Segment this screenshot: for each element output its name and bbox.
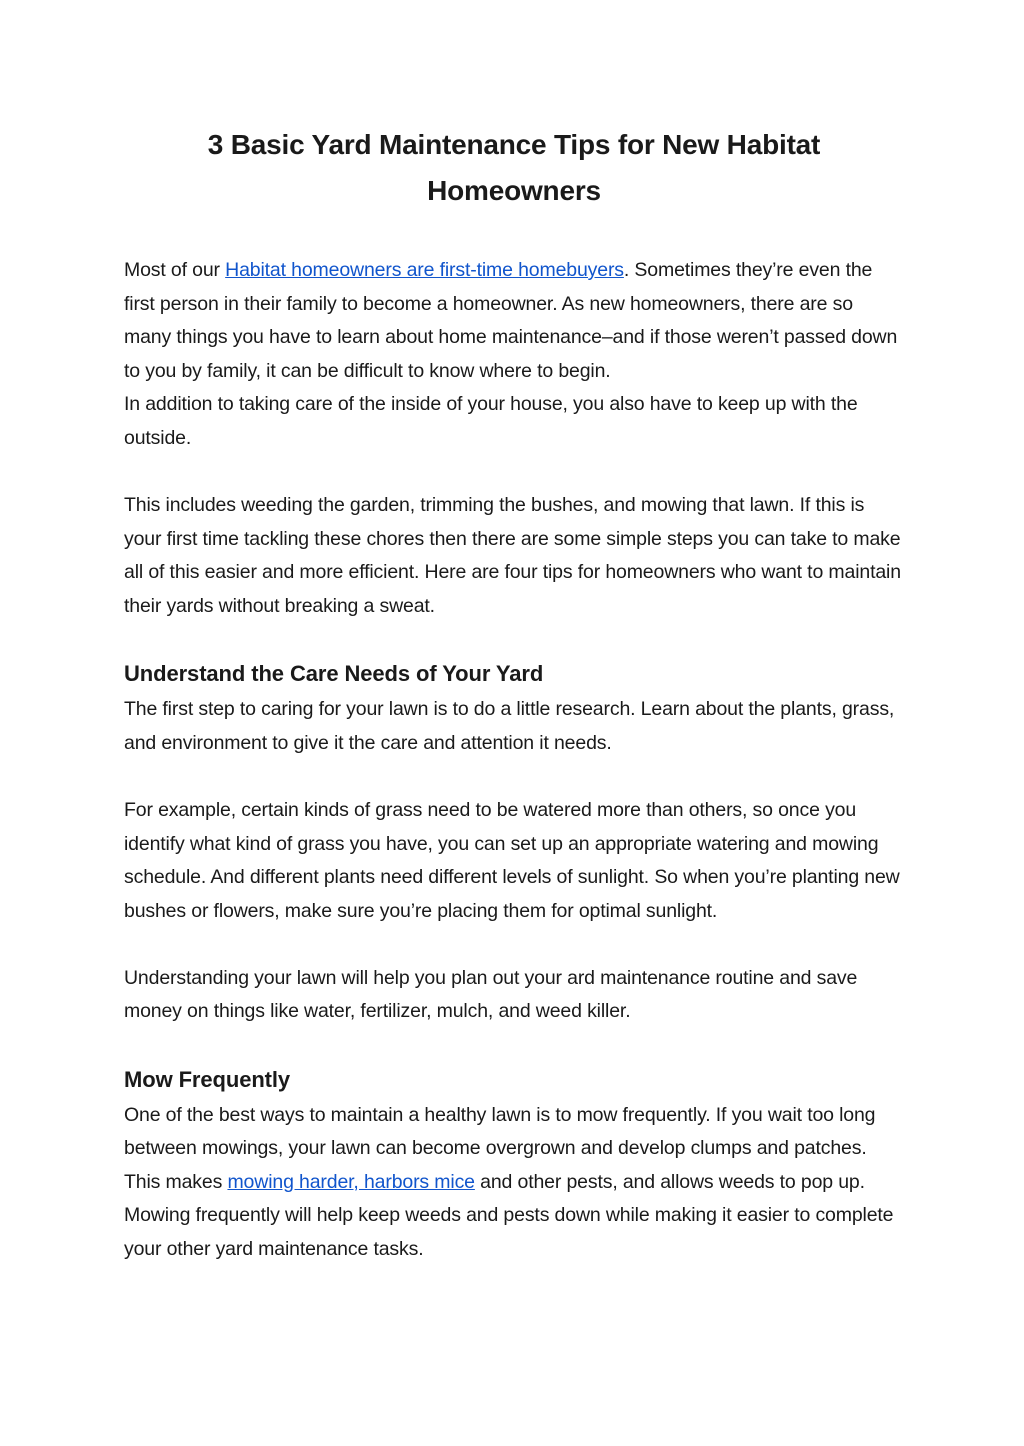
intro-paragraph-2: In addition to taking care of the inside of your house, you also have to keep up with the outside.: [124, 393, 858, 449]
care-needs-paragraph-1: The first step to caring for your lawn is to do a little research. Learn about the plants, grass, and environment to give it the care and attention it needs.: [124, 698, 895, 754]
care-needs-paragraph-2: For example, certain kinds of grass need to be watered more than others, so once you identify what kind of grass you have, you can set up an appropriate watering and mowing schedule. And different plants need different levels of sunlight. So when you’re planting new bushes or flowers, make sure you’re placing them for optimal sunlight.: [124, 798, 900, 922]
document-page: [124, 122, 904, 1267]
mowing-harder-link[interactable]: mowing harder, harbors mice: [227, 1170, 475, 1193]
section-heading-care-needs: Understand the Care Needs of Your Yard: [124, 661, 544, 687]
page-title: [124, 122, 904, 214]
intro-text-before-link: Most of our: [124, 259, 226, 281]
title-line-2: Homeowners: [427, 175, 601, 206]
title-line-1: 3 Basic Yard Maintenance Tips for New Habitat: [207, 129, 821, 160]
mow-frequently-paragraph: [124, 1099, 904, 1267]
intro-paragraph-1: [124, 254, 904, 388]
first-time-homebuyers-link[interactable]: Habitat homeowners are first-time homebuyers: [225, 259, 624, 281]
care-needs-paragraph-3: Understanding your lawn will help you plan out your ard maintenance routine and save money on things like water, fertilizer, mulch, and weed killer.: [124, 966, 858, 1023]
intro-paragraph-3: This includes weeding the garden, trimming the bushes, and mowing that lawn. If this is your first time tackling these chores then there are some simple steps you can take to make all of this easier and more efficient. Here are four tips for homeowners who want to maintain their yards without breaking a sweat.: [124, 494, 901, 617]
mow-text-after-link: and other pests, and allows weeds to pop up. Mowing frequently will help keep weeds and pests down while making it easier to complete your other yard maintenance tasks.: [124, 1170, 894, 1261]
mow-text-before-link: One of the best ways to maintain a healthy lawn is to mow frequently. If you wait too long between mowings, your lawn can become overgrown and develop clumps and patches. This makes: [124, 1103, 876, 1193]
section-heading-mow-frequently: Mow Frequently: [124, 1066, 291, 1092]
intro-text-after-link: . Sometimes they’re even the first person in their family to become a homeowner. As new homeowners, there are so many things you have to learn about home maintenance–and if those weren’t passed down to you by family, it can be difficult to know where to begin.: [124, 259, 898, 382]
